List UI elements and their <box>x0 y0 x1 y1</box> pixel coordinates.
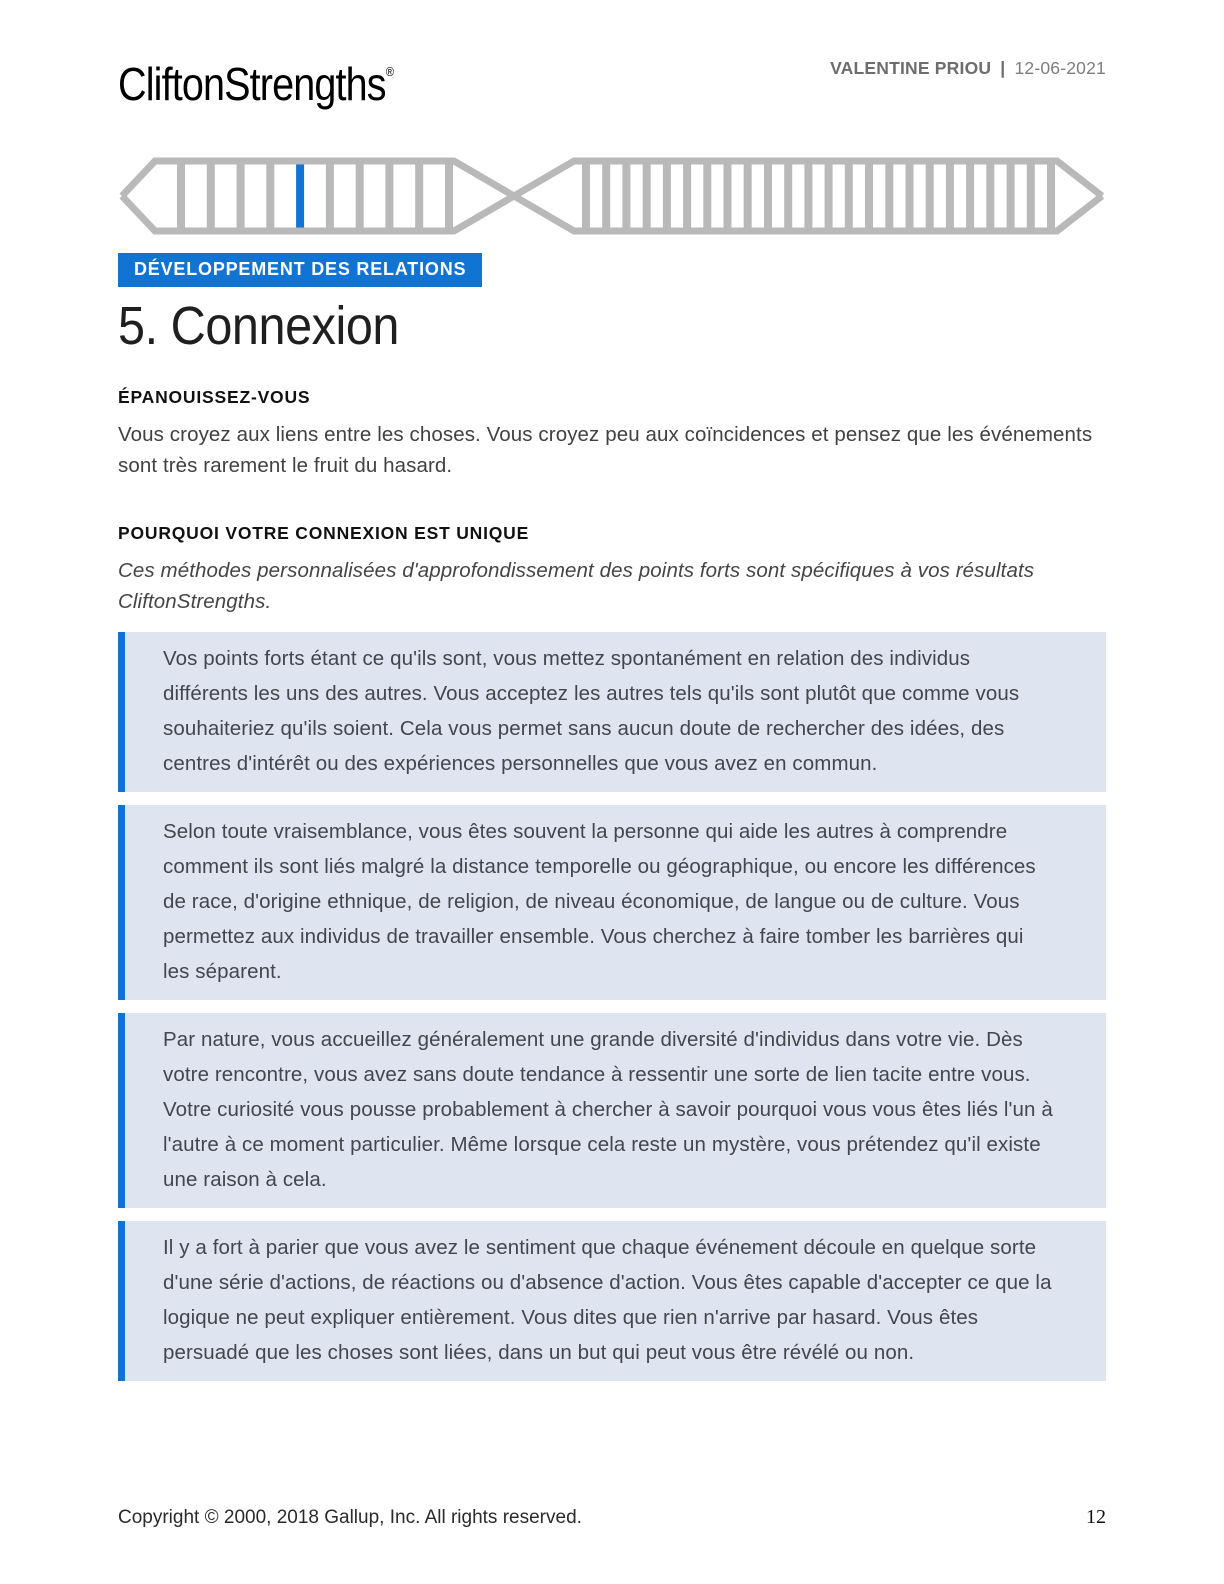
strength-bar <box>946 161 954 231</box>
report-date: 12-06-2021 <box>1014 58 1106 78</box>
strength-bar <box>683 161 691 231</box>
strength-bar <box>724 161 732 231</box>
highlighted-strength-bar <box>296 161 304 231</box>
insight-box: Selon toute vraisemblance, vous êtes souvent la personne qui aide les autres à comprendre comment ils sont liés malgré la distance temporelle ou géographique, ou encore les différences de race, d'origine ethnique, de religion, de niveau économique, de langue ou de culture. Vous permettez aux individus de travailler ensemble. Vous cherchez à faire tomber les barrières qui les séparent. <box>118 805 1106 1000</box>
separator: | <box>1000 58 1006 78</box>
strength-bar <box>266 161 274 231</box>
insight-box: Il y a fort à parier que vous avez le sentiment que chaque événement découle en quelque sorte d'une série d'actions, de réactions ou d'absence d'action. Vous êtes capable d'accepter ce que la logique ne peut expliquer entièrement. Vous dites que rien n'arrive par hasard. Vous êtes persuadé que les choses sont liées, dans un but qui peut vous être révélé ou non. <box>118 1221 1106 1381</box>
strength-bar <box>415 161 423 231</box>
page-number: 12 <box>1086 1506 1106 1528</box>
strength-bar <box>1007 161 1015 231</box>
strength-bar <box>825 161 833 231</box>
page-header <box>118 50 1106 110</box>
section-heading-epanouissez-vous: ÉPANOUISSEZ-VOUS <box>118 387 311 407</box>
strength-bar <box>237 161 245 231</box>
strength-bar <box>326 161 334 231</box>
insight-box: Vos points forts étant ce qu'ils sont, vous mettez spontanément en relation des individus différents les uns des autres. Vous acceptez les autres tels qu'ils sont plutôt que comme vous souhaiteriez qu'ils soient. Cela vous permet sans aucun doute de rechercher des idées, des centres d'intérêt ou des expériences personnelles que vous avez en commun. <box>118 632 1106 792</box>
strength-bar <box>1047 161 1055 231</box>
strength-bar <box>643 161 651 231</box>
strength-bar <box>445 161 453 231</box>
strength-bar <box>385 161 393 231</box>
strength-bar <box>966 161 974 231</box>
strength-bar <box>845 161 853 231</box>
report-owner-info <box>830 58 1106 79</box>
strength-bar <box>582 161 590 231</box>
strength-bar <box>784 161 792 231</box>
strengths-ribbon-icon <box>118 153 1106 239</box>
user-name: VALENTINE PRIOU <box>830 58 992 78</box>
cliftonstrengths-logo <box>118 50 394 110</box>
page-title: 5. Connexion <box>118 296 400 356</box>
strength-bar <box>986 161 994 231</box>
domain-badge: DÉVELOPPEMENT DES RELATIONS <box>118 253 482 287</box>
page-footer <box>118 1506 1106 1529</box>
strength-bar <box>744 161 752 231</box>
strength-bar <box>926 161 934 231</box>
strength-bar <box>356 161 364 231</box>
thrive-paragraph: Vous croyez aux liens entre les choses. Vous croyez peu aux coïncidences et pensez que les événements sont très rarement le fruit du hasard. <box>118 423 1093 477</box>
insight-box: Par nature, vous accueillez généralement une grande diversité d'individus dans votre vie. Dès votre rencontre, vous avez sans doute tendance à ressentir une sorte de lien tacite entre vous. Votre curiosité vous pousse probablement à chercher à savoir pourquoi vous vous êtes liés l'un à l'autre à ce moment particulier. Même lorsque cela reste un mystère, vous prétendez qu'il existe une raison à cela. <box>118 1013 1106 1208</box>
strength-bar <box>177 161 185 231</box>
strength-bar <box>804 161 812 231</box>
strength-bar <box>602 161 610 231</box>
strength-bar <box>207 161 215 231</box>
section-heading-pourquoi-unique: POURQUOI VOTRE CONNEXION EST UNIQUE <box>118 523 530 543</box>
strength-bar <box>1027 161 1035 231</box>
insight-box-list <box>118 632 1106 1381</box>
strength-bar <box>703 161 711 231</box>
logo-text: CliftonStrengths <box>118 58 386 110</box>
unique-intro-paragraph: Ces méthodes personnalisées d'approfondissement des points forts sont spécifiques à vos résultats CliftonStrengths. <box>118 559 1035 613</box>
strength-bar <box>865 161 873 231</box>
copyright-text: Copyright © 2000, 2018 Gallup, Inc. All rights reserved. <box>118 1507 582 1528</box>
strength-bar <box>622 161 630 231</box>
registered-trademark-icon: ® <box>385 64 394 79</box>
strength-bar <box>663 161 671 231</box>
strengths-ribbon-graphic <box>118 153 1106 239</box>
strength-bar <box>906 161 914 231</box>
ribbon-bars <box>177 161 1055 231</box>
strength-bar <box>885 161 893 231</box>
strength-bar <box>764 161 772 231</box>
